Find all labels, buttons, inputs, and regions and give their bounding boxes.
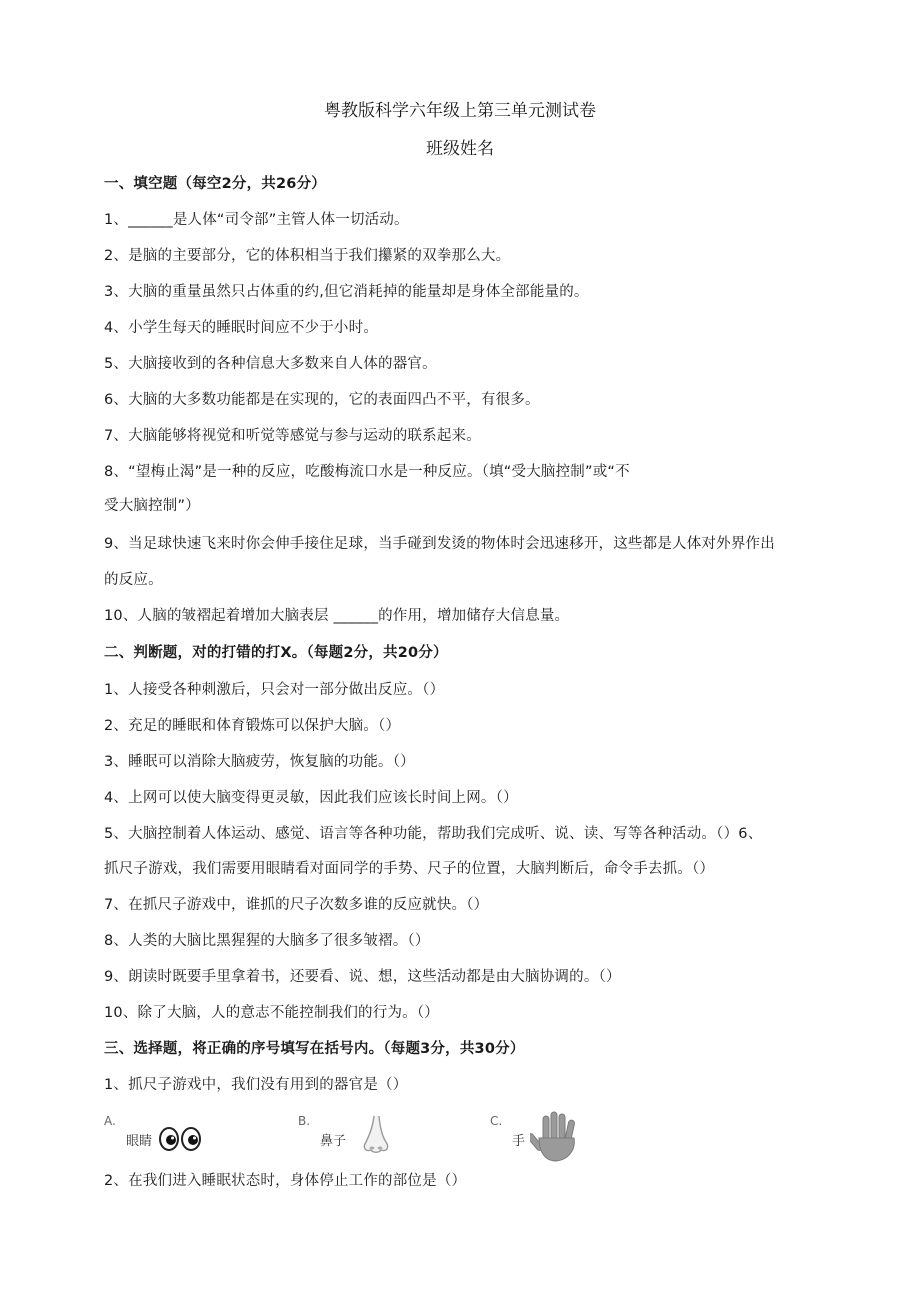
nose-icon <box>360 1114 392 1156</box>
question-text: 5、大脑接收到的各种信息大多数来自人体的器官。 <box>104 356 437 372</box>
question-text: 4、上网可以使大脑变得更灵敏，因此我们应该长时间上网。（） <box>104 790 518 806</box>
question-text: 9、朗读时既要手里拿着书，还要看、说、想，这些活动都是由大脑协调的。（） <box>104 969 621 985</box>
question-text: 3、大脑的重量虽然只占体重的约,但它消耗掉的能量却是身体全部能量的。 <box>104 284 589 300</box>
question-text: 1、抓尺子游戏中，我们没有用到的器官是（） <box>104 1077 408 1093</box>
option-letter: C. <box>490 1114 503 1128</box>
question-text: 6、大脑的大多数功能都是在实现的，它的表面四凸不平，有很多。 <box>104 392 540 408</box>
section-heading-true-false: 二、判断题，对的打错的打X。（每题2分，共20分） <box>104 645 448 661</box>
section-heading-multiple-choice: 三、选择题，将正确的序号填写在括号内。（每题3分，共30分） <box>104 1041 525 1057</box>
question-text: 8、“望梅止渴”是一种的反应，吃酸梅流口水是一种反应。（填“受大脑控制”或“不 <box>104 464 630 480</box>
question-text: 2、充足的睡眠和体育锻炼可以保护大脑。（） <box>104 718 401 734</box>
option-label: 鼻子 <box>320 1134 347 1149</box>
question-text: 受大脑控制”） <box>104 498 200 514</box>
question-text: 10、人脑的皱褶起着增加大脑表层 ______的作用，增加储存大信息量。 <box>104 608 570 624</box>
question-text: 9、当足球快速飞来时你会伸手接住足球，当手碰到发烫的物体时会迅速移开，这些都是人体对外界作出 <box>104 536 775 552</box>
eyes-icon <box>158 1126 204 1152</box>
class-name-line: 班级姓名 <box>426 139 494 159</box>
hand-icon <box>530 1110 582 1166</box>
option-letter: A. <box>104 1114 116 1128</box>
question-text: 8、人类的大脑比黑猩猩的大脑多了很多皱褶。（） <box>104 933 430 949</box>
question-text: 7、在抓尺子游戏中，谁抓的尺子次数多谁的反应就快。（） <box>104 897 489 913</box>
question-text: 1、______是人体“司令部”主管人体一切活动。 <box>104 212 409 228</box>
question-text: 4、小学生每天的睡眠时间应不少于小时。 <box>104 320 379 336</box>
question-text: 的反应。 <box>104 572 163 588</box>
option-letter: B. <box>298 1114 311 1128</box>
question-text: 3、睡眠可以消除大脑疲劳，恢复脑的功能。（） <box>104 754 415 770</box>
section-heading-fill-blank: 一、填空题（每空2分，共26分） <box>104 176 326 192</box>
question-text: 2、是脑的主要部分，它的体积相当于我们攥紧的双拳那么大。 <box>104 248 511 264</box>
question-text: 抓尺子游戏，我们需要用眼睛看对面同学的手势、尺子的位置，大脑判断后，命令手去抓。（） <box>104 861 715 877</box>
question-text: 1、人接受各种刺激后，只会对一部分做出反应。（） <box>104 682 445 698</box>
question-text: 2、在我们进入睡眠状态时，身体停止工作的部位是（） <box>104 1173 467 1189</box>
question-text: 5、大脑控制着人体运动、感觉、语言等各种功能，帮助我们完成听、说、读、写等各种活动。（）6、 <box>104 826 763 842</box>
question-text: 7、大脑能够将视觉和听觉等感觉与参与运动的联系起来。 <box>104 428 481 444</box>
question-text: 10、除了大脑，人的意志不能控制我们的行为。（） <box>104 1005 439 1021</box>
option-label: 眼睛 <box>126 1134 153 1149</box>
page-title: 粤教版科学六年级上第三单元测试卷 <box>324 101 596 121</box>
option-label: 手 <box>512 1134 526 1149</box>
